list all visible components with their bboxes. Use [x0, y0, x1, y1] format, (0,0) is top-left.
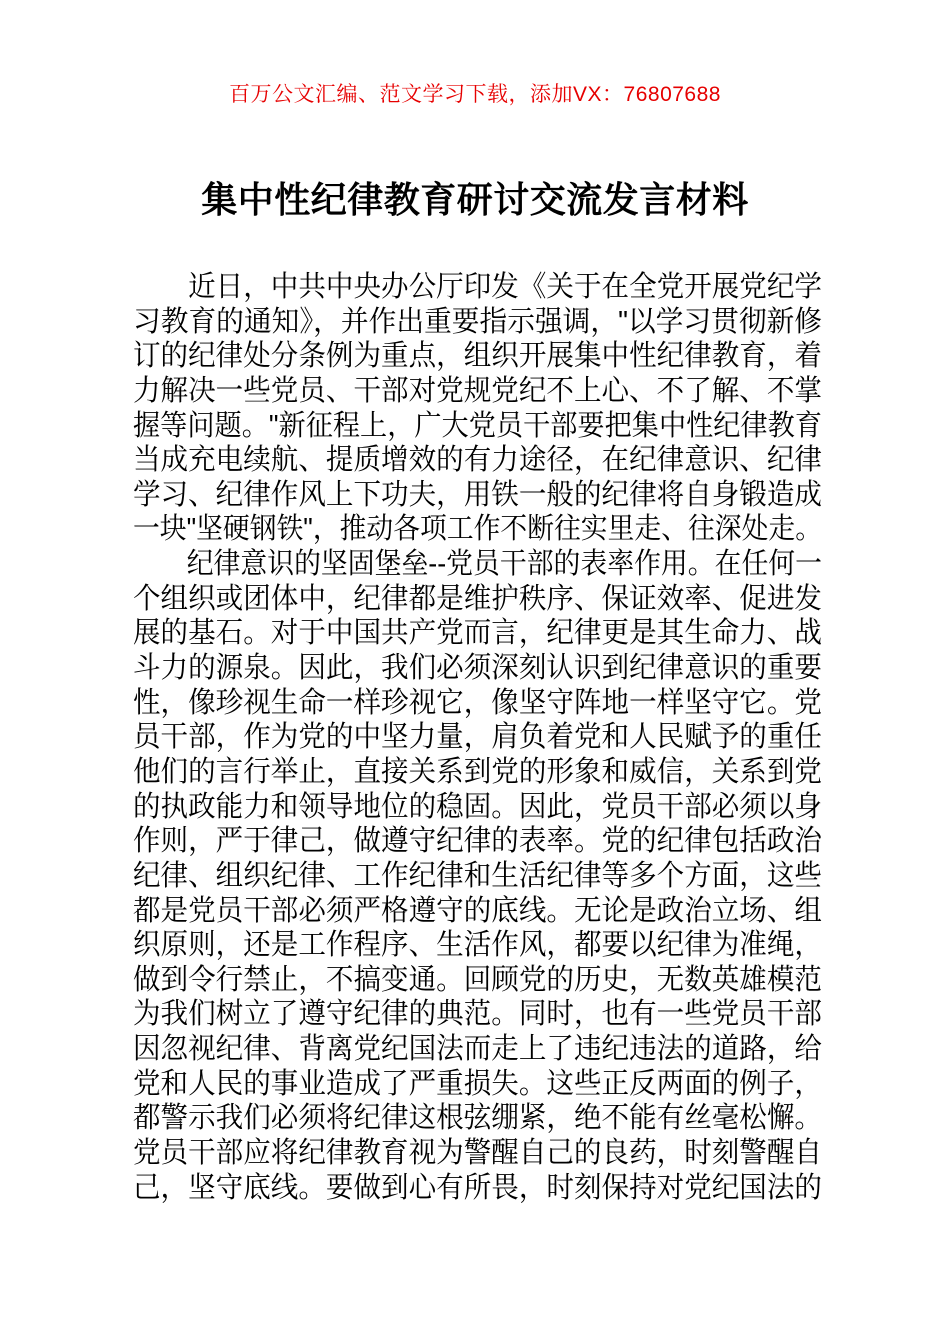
body-line: 学习、纪律作风上下功夫，用铁一般的纪律将自身锻造成	[133, 478, 822, 511]
body-line: 近日，中共中央办公厅印发《关于在全党开展党纪学	[133, 271, 822, 303]
body-line: 党员干部应将纪律教育视为警醒自己的良药，时刻警醒自	[133, 1137, 822, 1170]
body-line: 一块"坚硬钢铁"，推动各项工作不断往实里走、往深处走。	[133, 513, 822, 546]
body-line: 斗力的源泉。因此，我们必须深刻认识到纪律意识的重要	[133, 652, 822, 685]
body-line: 员干部，作为党的中坚力量，肩负着党和人民赋予的重任	[133, 721, 822, 754]
body-line: 织原则，还是工作程序、生活作风，都要以纪律为准绳，	[133, 929, 822, 962]
body-line: 当成充电续航、提质增效的有力途径，在纪律意识、纪律	[133, 444, 822, 477]
body-line: 力解决一些党员、干部对党规党纪不上心、不了解、不掌	[133, 374, 822, 407]
body-line: 习教育的通知》，并作出重要指示强调，"以学习贯彻新修	[133, 305, 822, 338]
body-line: 为我们树立了遵守纪律的典范。同时，也有一些党员干部	[133, 998, 822, 1031]
body-line: 党和人民的事业造成了严重损失。这些正反两面的例子，	[133, 1067, 822, 1100]
body-line: 展的基石。对于中国共产党而言，纪律更是其生命力、战	[133, 617, 822, 650]
body-line: 己，坚守底线。要做到心有所畏，时刻保持对党纪国法的	[133, 1171, 822, 1204]
document-title: 集中性纪律教育研讨交流发言材料	[201, 179, 749, 220]
body-line: 纪律、组织纪律、工作纪律和生活纪律等多个方面，这些	[133, 859, 822, 892]
body-line: 因忽视纪律、背离党纪国法而走上了违纪违法的道路，给	[133, 1033, 822, 1066]
document-body	[133, 270, 822, 1205]
body-line: 都警示我们必须将纪律这根弦绷紧，绝不能有丝毫松懈。	[133, 1102, 822, 1135]
body-line: 做到令行禁止，不搞变通。回顾党的历史，无数英雄模范	[133, 963, 822, 996]
body-line: 性，像珍视生命一样珍视它，像坚守阵地一样坚守它。党	[133, 686, 822, 719]
body-line: 都是党员干部必须严格遵守的底线。无论是政治立场、组	[133, 894, 822, 927]
body-line: 握等问题。"新征程上，广大党员干部要把集中性纪律教育	[133, 409, 822, 442]
body-line: 个组织或团体中，纪律都是维护秩序、保证效率、促进发	[133, 582, 822, 615]
promo-notice: 百万公文汇编、范文学习下载，添加VX：76807688	[229, 83, 721, 106]
body-line: 作则，严于律己，做遵守纪律的表率。党的纪律包括政治	[133, 825, 822, 858]
body-line: 订的纪律处分条例为重点，组织开展集中性纪律教育，着	[133, 340, 822, 373]
body-line: 他们的言行举止，直接关系到党的形象和威信，关系到党	[133, 755, 822, 788]
body-line: 纪律意识的坚固堡垒--党员干部的表率作用。在任何一	[133, 548, 822, 581]
body-line: 的执政能力和领导地位的稳固。因此，党员干部必须以身	[133, 790, 822, 823]
